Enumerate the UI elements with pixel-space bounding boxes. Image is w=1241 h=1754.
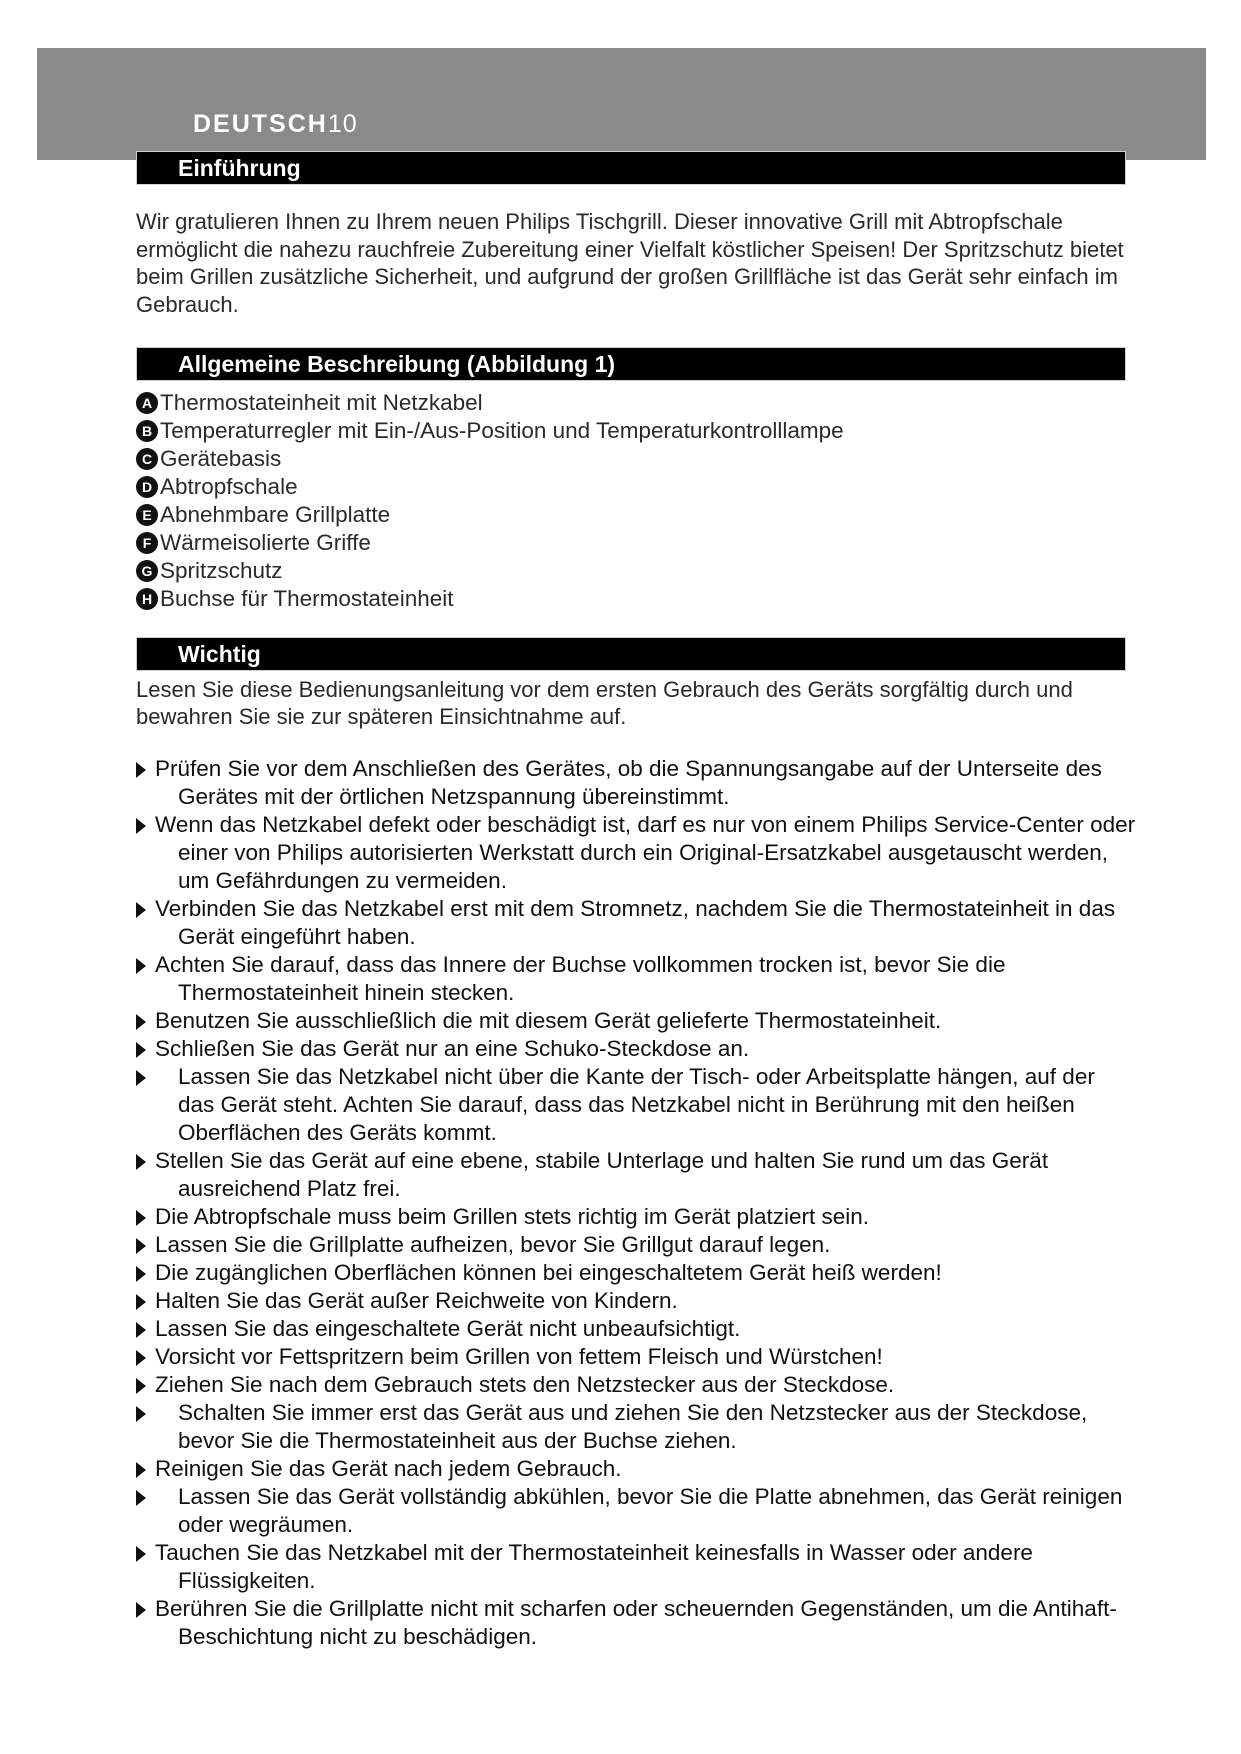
bullet-icon (136, 1210, 146, 1226)
bullet-icon (136, 1070, 146, 1086)
part-label: Wärmeisolierte Griffe (160, 530, 371, 555)
header-language: DEUTSCH (193, 110, 328, 138)
list-item: Tauchen Sie das Netzkabel mit der Thermostateinheit keinesfalls in Wasser oder andere Flüssigkeiten. (136, 1539, 1136, 1595)
letter-badge: D (136, 476, 158, 498)
part-label: Abnehmbare Grillplatte (160, 502, 391, 527)
list-item: Prüfen Sie vor dem Anschließen des Gerätes, ob die Spannungsangabe auf der Unterseite des Gerätes mit der örtlichen Netzspannung übereinstimmt. (136, 755, 1136, 811)
bullet-icon (136, 762, 146, 778)
bullet-icon (136, 1294, 146, 1310)
bullet-icon (136, 1154, 146, 1170)
parts-list (136, 389, 1126, 613)
section-heading-intro: Einführung (136, 151, 1126, 185)
safety-list (136, 755, 1136, 1651)
section-heading-description: Allgemeine Beschreibung (Abbildung 1) (136, 347, 1126, 381)
bullet-icon (136, 958, 146, 974)
bullet-icon (136, 1266, 146, 1282)
bullet-icon (136, 1490, 146, 1506)
bullet-icon (136, 1350, 146, 1366)
list-item: Verbinden Sie das Netzkabel erst mit dem Stromnetz, nachdem Sie die Thermostateinheit in das Gerät eingeführt haben. (136, 895, 1136, 951)
bullet-icon (136, 1602, 146, 1618)
intro-paragraph: Wir gratulieren Ihnen zu Ihrem neuen Philips Tischgrill. Dieser innovative Grill mit Abtropfschale ermöglicht die nahezu rauchfreie Zubereitung einer Vielfalt köstlicher Speisen! Der Spritzschutz bietet beim Grillen zusätzliche Sicherheit, und aufgrund der großen Grillfläche ist das Gerät sehr einfach im Gebrauch. (136, 209, 1124, 317)
list-item: Schließen Sie das Gerät nur an eine Schuko-Steckdose an. (136, 1035, 1136, 1063)
part-item (136, 389, 1126, 417)
part-item (136, 417, 1126, 445)
part-item (136, 473, 1126, 501)
list-item: Reinigen Sie das Gerät nach jedem Gebrauch. (136, 1455, 1136, 1483)
list-item: Ziehen Sie nach dem Gebrauch stets den Netzstecker aus der Steckdose. (136, 1371, 1136, 1399)
part-item (136, 501, 1126, 529)
bullet-icon (136, 1546, 146, 1562)
list-item: Stellen Sie das Gerät auf eine ebene, stabile Unterlage und halten Sie rund um das Gerät ausreichend Platz frei. (136, 1147, 1136, 1203)
bullet-icon (136, 1238, 146, 1254)
part-label: Gerätebasis (160, 446, 282, 471)
bullet-icon (136, 1042, 146, 1058)
bullet-icon (136, 1378, 146, 1394)
bullet-icon (136, 1406, 146, 1422)
bullet-icon (136, 818, 146, 834)
list-item: Die Abtropfschale muss beim Grillen stets richtig im Gerät platziert sein. (136, 1203, 1136, 1231)
part-label: Abtropfschale (160, 474, 298, 499)
list-item: Lassen Sie das Gerät vollständig abkühlen, bevor Sie die Platte abnehmen, das Gerät reinigen oder wegräumen. (136, 1483, 1136, 1539)
part-label: Spritzschutz (160, 558, 283, 583)
bullet-icon (136, 1462, 146, 1478)
page-header (193, 111, 358, 137)
letter-badge: A (136, 392, 158, 414)
letter-badge: C (136, 448, 158, 470)
list-item: Lassen Sie die Grillplatte aufheizen, bevor Sie Grillgut darauf legen. (136, 1231, 1136, 1259)
part-item (136, 445, 1126, 473)
bullet-icon (136, 902, 146, 918)
letter-badge: F (136, 532, 158, 554)
part-item (136, 529, 1126, 557)
letter-badge: B (136, 420, 158, 442)
list-item: Vorsicht vor Fettspritzern beim Grillen von fettem Fleisch und Würstchen! (136, 1343, 1136, 1371)
bullet-icon (136, 1322, 146, 1338)
section-heading-important: Wichtig (136, 637, 1126, 671)
part-label: Buchse für Thermostateinheit (160, 586, 454, 611)
part-item (136, 585, 1126, 613)
part-item (136, 557, 1126, 585)
list-item: Achten Sie darauf, dass das Innere der Buchse vollkommen trocken ist, bevor Sie die Thermostateinheit hinein stecken. (136, 951, 1136, 1007)
list-item: Lassen Sie das Netzkabel nicht über die Kante der Tisch- oder Arbeitsplatte hängen, auf der das Gerät steht. Achten Sie darauf, dass das Netzkabel nicht in Berührung mit den heißen Oberflächen des Geräts kommt. (136, 1063, 1136, 1147)
part-label: Temperaturregler mit Ein-/Aus-Position und Temperaturkontrolllampe (160, 418, 844, 443)
letter-badge: H (136, 588, 158, 610)
header-band (37, 48, 1206, 160)
list-item: Berühren Sie die Grillplatte nicht mit scharfen oder scheuernden Gegenständen, um die Antihaft-Beschichtung nicht zu beschädigen. (136, 1595, 1136, 1651)
list-item: Wenn das Netzkabel defekt oder beschädigt ist, darf es nur von einem Philips Service-Center oder einer von Philips autorisierten Werkstatt durch ein Original-Ersatzkabel ausgetauscht werden, um Gefährdungen zu vermeiden. (136, 811, 1136, 895)
bullet-icon (136, 1014, 146, 1030)
letter-badge: E (136, 504, 158, 526)
page-number: 10 (327, 110, 358, 138)
important-intro: Lesen Sie diese Bedienungsanleitung vor dem ersten Gebrauch des Geräts sorgfältig durch und bewahren Sie sie zur späteren Einsichtnahme auf. (136, 677, 1073, 729)
list-item: Schalten Sie immer erst das Gerät aus und ziehen Sie den Netzstecker aus der Steckdose, bevor Sie die Thermostateinheit aus der Buchse ziehen. (136, 1399, 1136, 1455)
part-label: Thermostateinheit mit Netzkabel (160, 390, 483, 415)
list-item: Lassen Sie das eingeschaltete Gerät nicht unbeaufsichtigt. (136, 1315, 1136, 1343)
list-item: Halten Sie das Gerät außer Reichweite von Kindern. (136, 1287, 1136, 1315)
list-item: Benutzen Sie ausschließlich die mit diesem Gerät gelieferte Thermostateinheit. (136, 1007, 1136, 1035)
list-item: Die zugänglichen Oberflächen können bei eingeschaltetem Gerät heiß werden! (136, 1259, 1136, 1287)
letter-badge: G (136, 560, 158, 582)
